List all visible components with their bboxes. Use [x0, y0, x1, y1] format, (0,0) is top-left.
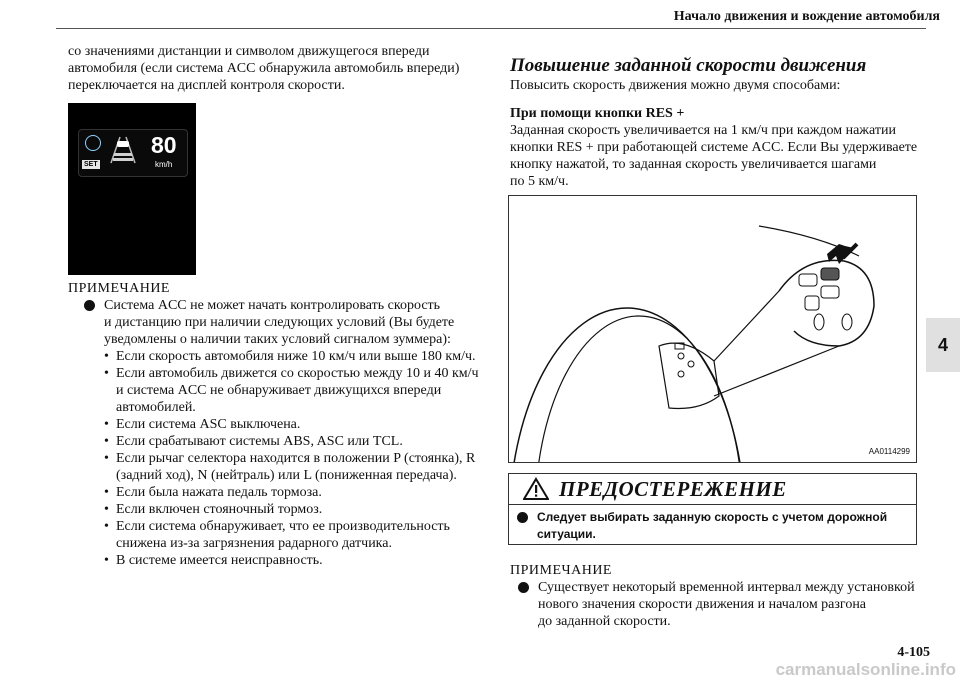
note-bullet-text — [104, 297, 454, 348]
bullet-dot-icon — [518, 579, 538, 630]
sub-line: Заданная скорость увеличивается на 1 км/ч при каждом нажатии — [510, 123, 896, 138]
figure-code: AA0114299 — [868, 447, 910, 456]
warning-box — [508, 473, 917, 545]
list-item: • В системе имеется неисправность. — [104, 553, 323, 568]
note-line: уведомлены о наличии таких условий сигналом зуммера): — [104, 332, 451, 347]
car-ahead-icon — [103, 133, 143, 165]
list-item: • Если срабатывают системы ABS, ASC или TCL. — [104, 434, 403, 449]
left-intro — [68, 43, 478, 94]
note-line: нового значения скорости движения и началом разгона — [538, 597, 867, 612]
note-line: Существует некоторый временной интервал между установкой — [538, 580, 915, 595]
list-item: • Если скорость автомобиля ниже 10 км/ч или выше 180 км/ч. — [104, 349, 476, 364]
steering-wheel-figure — [508, 195, 917, 463]
warning-line: Следует выбирать заданную скорость с учетом дорожной — [537, 510, 888, 524]
header-rule — [56, 28, 926, 29]
warning-title: ПРЕДОСТЕРЕЖЕНИЕ — [559, 476, 787, 501]
watermark: carmanualsonline.info — [775, 660, 956, 679]
display-panel — [78, 129, 188, 177]
sub-line: кнопку нажатой, то заданная скорость увеличивается шагами — [510, 157, 877, 172]
list-item: • Если автомобиль движется со скоростью между 10 и 40 км/ч и система ACC не обнаруживает движущихся впереди автомобилей. — [104, 366, 479, 415]
sub-title: При помощи кнопки RES + — [510, 106, 685, 121]
bullet-dot-icon — [84, 297, 104, 348]
running-header: Начало движения и вождение автомобиля — [673, 9, 940, 24]
note-line: Система ACC не может начать контролировать скорость — [104, 298, 441, 313]
warning-triangle-icon — [523, 477, 549, 501]
list-item: • Если система обнаруживает, что ее производительность снижена из-за загрязнения радарного датчика. — [104, 519, 450, 551]
intro-line: со значениями дистанции и символом движущегося впереди — [68, 44, 430, 59]
note-title: ПРИМЕЧАНИЕ — [510, 563, 612, 578]
note-line: и дистанцию при наличии следующих условий (Вы будете — [104, 315, 455, 330]
note-title: ПРИМЕЧАНИЕ — [68, 281, 170, 296]
note-bullet — [510, 579, 920, 630]
left-note — [68, 281, 483, 569]
note-bullet — [68, 297, 483, 348]
acc-display-image — [68, 103, 196, 275]
warning-line: ситуации. — [537, 527, 596, 541]
speed-unit: km/h — [155, 160, 173, 169]
warning-bullet — [517, 509, 908, 543]
list-item: • Если включен стояночный тормоз. — [104, 502, 323, 517]
set-speed-value: 80 — [151, 132, 177, 158]
sub-line: по 5 км/ч. — [510, 174, 569, 189]
list-item: • Если система ASC выключена. — [104, 417, 301, 432]
section-intro: Повысить скорость движения можно двумя способами: — [510, 78, 841, 93]
list-item: • Если рычаг селектора находится в положении P (стоянка), R (задний ход), N (нейтраль) или L (пониженная передача). — [104, 451, 476, 483]
condition-list — [68, 348, 483, 569]
note-line: до заданной скорости. — [538, 614, 671, 629]
steering-wheel-illustration — [509, 196, 916, 462]
right-note — [510, 563, 920, 630]
intro-line: переключается на дисплей контроля скорости. — [68, 78, 345, 93]
set-indicator: SET — [84, 161, 98, 168]
page-number: 4-105 — [897, 645, 930, 660]
right-section — [510, 55, 920, 190]
distance-icon — [85, 135, 101, 151]
warning-body — [509, 505, 916, 549]
section-title: Повышение заданной скорости движения — [510, 55, 867, 76]
warning-header — [509, 474, 916, 505]
chapter-tab[interactable]: 4 — [926, 318, 960, 372]
list-item: • Если была нажата педаль тормоза. — [104, 485, 322, 500]
sub-line: кнопки RES + при работающей системе ACC. Если Вы удерживаете — [510, 140, 918, 155]
intro-line: автомобиля (если система ACC обнаружила автомобиль впереди) — [68, 61, 460, 76]
bullet-dot-icon — [517, 509, 537, 543]
